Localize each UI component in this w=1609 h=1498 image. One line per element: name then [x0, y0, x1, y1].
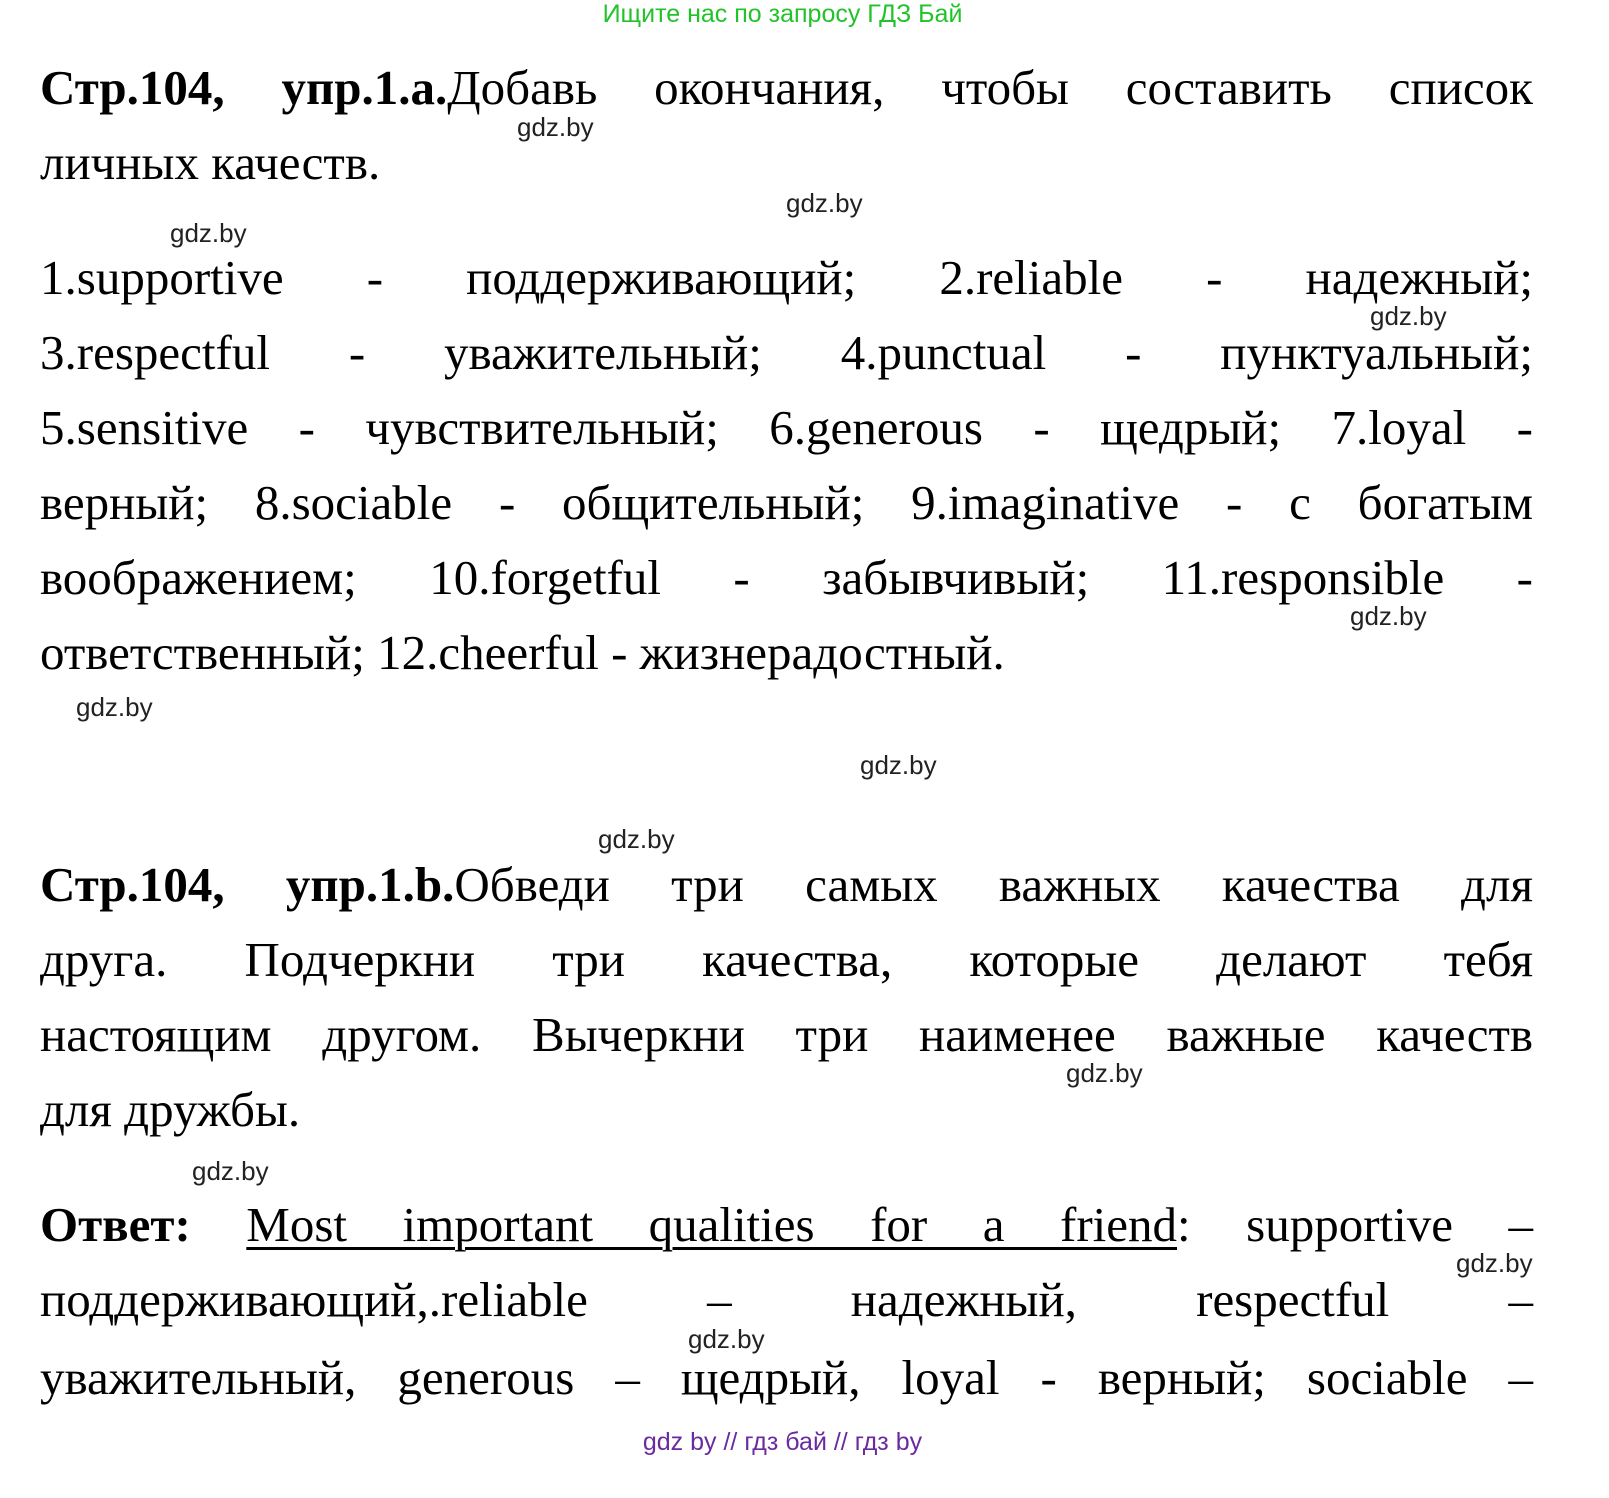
- answer-line: верный; 8.sociable - общительный; 9.imaginative - с богатым: [40, 475, 1533, 530]
- watermark: gdz.by: [1066, 1058, 1143, 1088]
- search-banner: Ищите нас по запросу ГДЗ Бай: [602, 0, 963, 28]
- section-b-line: для дружбы.: [40, 1082, 301, 1137]
- answer-line: поддерживающий,.reliable – надежный, respectful –: [40, 1272, 1533, 1327]
- answer-line: ответственный; 12.cheerful - жизнерадостный.: [40, 625, 1005, 680]
- watermark: gdz.by: [1370, 301, 1447, 331]
- section-a-heading: Стр.104, упр.1.a.: [40, 60, 448, 115]
- answer-line: 1.supportive - поддерживающий; 2.reliable - надежный;: [40, 250, 1533, 305]
- answer-underlined: Most important qualities for a friend: [246, 1197, 1177, 1252]
- watermark: gdz.by: [860, 750, 937, 780]
- section-b-line-1: [40, 857, 1533, 912]
- section-b-line: друга. Подчеркни три качества, которые делают тебя: [40, 932, 1533, 987]
- watermark: gdz.by: [1456, 1248, 1533, 1278]
- answer-line: воображением; 10.forgetful - забывчивый; 11.responsible -: [40, 550, 1533, 605]
- task-text: Обведи три самых важных качества для: [454, 857, 1533, 912]
- section-b-heading: Стр.104, упр.1.b.: [40, 857, 455, 912]
- watermark: gdz.by: [1350, 601, 1427, 631]
- answer-label: Ответ:: [40, 1197, 191, 1252]
- section-a-line-1: [40, 60, 1533, 115]
- watermark: gdz.by: [517, 112, 594, 142]
- answer-line: уважительный, generous – щедрый, loyal - верный; sociable –: [40, 1350, 1533, 1405]
- answer-text: : supportive –: [1177, 1197, 1533, 1252]
- answer-line-1: [40, 1197, 1533, 1252]
- watermark: gdz.by: [598, 824, 675, 854]
- footer-banner: gdz by // гдз бай // гдз by: [642, 1428, 923, 1456]
- watermark: gdz.by: [170, 218, 247, 248]
- watermark: gdz.by: [688, 1324, 765, 1354]
- section-a-line-2: личных качеств.: [40, 135, 381, 190]
- answer-line: 3.respectful - уважительный; 4.punctual - пунктуальный;: [40, 325, 1533, 380]
- watermark: gdz.by: [192, 1156, 269, 1186]
- task-text: Добавь окончания, чтобы составить список: [447, 60, 1533, 115]
- section-b-line: настоящим другом. Вычеркни три наименее важные качеств: [40, 1007, 1533, 1062]
- answer-line: 5.sensitive - чувствительный; 6.generous - щедрый; 7.loyal -: [40, 400, 1533, 455]
- watermark: gdz.by: [786, 188, 863, 218]
- watermark: gdz.by: [76, 692, 153, 722]
